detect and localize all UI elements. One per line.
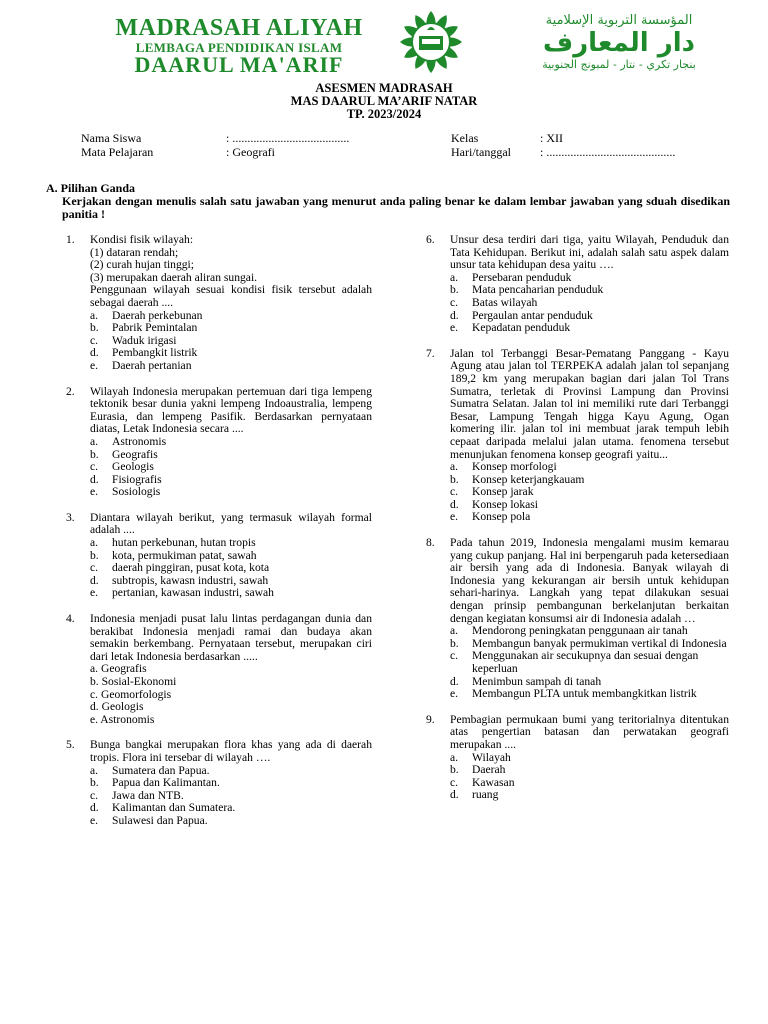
option-letter: e. <box>90 358 99 372</box>
question-number: 5. <box>66 738 75 752</box>
answer-option: a. Geografis <box>90 662 147 676</box>
option-letter: b. <box>450 636 459 650</box>
option-text: Konsep pola <box>472 510 531 524</box>
option-text: kota, permukiman patat, sawah <box>112 548 257 562</box>
option-letter: c. <box>90 788 99 802</box>
student-info-right-values <box>540 131 675 159</box>
option-letter: a. <box>90 308 99 322</box>
option-letter: c. <box>90 333 99 347</box>
option-text: Geologis <box>112 460 154 474</box>
student-info-left-values <box>226 131 349 159</box>
option-letter: b. <box>450 763 459 777</box>
option-letter: b. <box>90 447 99 461</box>
exam-title-line2: MAS DAARUL MA’ARIF NATAR <box>290 94 478 108</box>
option-letter: c. <box>450 485 459 499</box>
option-text: subtropis, kawasn industri, sawah <box>112 573 269 587</box>
nama-siswa-value: : ....................................... <box>226 131 350 145</box>
arabic-letterhead <box>484 14 754 71</box>
question-number: 8. <box>426 536 435 550</box>
answer-option <box>450 322 729 335</box>
answer-option <box>450 688 729 701</box>
option-text: Membangun PLTA untuk membangkitkan listrik <box>472 687 697 701</box>
option-letter: e. <box>450 510 459 524</box>
question-7 <box>426 348 729 524</box>
option-text: Pabrik Pemintalan <box>112 321 198 335</box>
option-text: Mata pencaharian penduduk <box>472 283 604 297</box>
answer-option <box>450 511 729 524</box>
option-text: Astronomis <box>112 434 167 448</box>
answer-option: e. Astronomis <box>90 712 155 726</box>
student-info-left <box>81 131 153 159</box>
answer-option: b. Sosial-Ekonomi <box>90 675 177 688</box>
option-letter: b. <box>90 776 99 790</box>
school-seal-icon <box>393 10 469 74</box>
option-letter: e. <box>90 485 99 499</box>
question-text: Pembagian permukaan bumi yang teritorialnya ditentukan atas pengertian batasan dan perwatakan geografi merupakan .... <box>450 712 729 751</box>
question-text: (1) dataran rendah; <box>90 245 179 259</box>
mata-pelajaran-label: Mata Pelajaran <box>81 145 154 159</box>
option-text: Kepadatan penduduk <box>472 321 571 335</box>
question-2 <box>66 386 372 499</box>
questions-right-column <box>426 234 729 815</box>
option-text: Sulawesi dan Papua. <box>112 813 208 827</box>
questions-left-column <box>66 234 372 841</box>
option-letter: a. <box>450 624 459 638</box>
answer-option <box>90 486 372 499</box>
question-text: Diantara wilayah berikut, yang termasuk wilayah formal adalah .... <box>90 510 372 537</box>
option-letter: e. <box>90 586 99 600</box>
option-text: Sumatera dan Papua. <box>112 763 210 777</box>
option-text: Membangun banyak permukiman vertikal di Indonesia <box>472 636 727 650</box>
option-text: Daerah <box>472 763 506 777</box>
question-text: Indonesia menjadi pusat lalu lintas perdagangan dunia dan berakibat Indonesia menjadi ramai dan budaya akan semakin berkembang. Pernyataan tersebut, merupakan ciri dari letak Indonesia berdasarkan ..... <box>90 612 372 663</box>
answer-option <box>90 587 372 600</box>
question-1 <box>66 234 372 373</box>
question-text: Penggunaan wilayah sesuai kondisi fisik tersebut adalah sebagai daerah .... <box>90 283 372 309</box>
question-text: Kondisi fisik wilayah: <box>90 233 194 246</box>
hari-tanggal-label: Hari/tanggal <box>451 145 511 159</box>
nama-siswa-label: Nama Siswa <box>81 131 142 145</box>
option-text: Konsep morfologi <box>472 460 557 474</box>
section-pilihan-ganda <box>46 182 730 222</box>
option-text: daerah pinggiran, pusat kota, kota <box>112 561 270 575</box>
option-letter: a. <box>450 750 459 764</box>
option-letter: b. <box>90 548 99 562</box>
question-number: 3. <box>66 510 75 524</box>
question-number: 2. <box>66 384 75 398</box>
school-name-line2: LEMBAGA PENDIDIKAN ISLAM <box>135 40 343 55</box>
option-letter: c. <box>450 649 459 663</box>
question-9 <box>426 714 729 802</box>
question-5 <box>66 739 372 827</box>
option-text: Kalimantan dan Sumatera. <box>112 801 236 815</box>
option-letter: a. <box>450 460 459 474</box>
option-text: Daerah perkebunan <box>112 308 203 322</box>
exam-title-line1: ASESMEN MADRASAH <box>315 81 453 95</box>
option-letter: d. <box>450 788 459 802</box>
option-text: Waduk irigasi <box>112 333 177 347</box>
option-text: Konsep keterjangkauam <box>472 472 585 486</box>
arabic-address: بنجار تكري - نتار - لمبونج الجنوبية <box>542 57 696 71</box>
option-letter: c. <box>90 561 99 575</box>
option-text: Daerah pertanian <box>112 358 192 372</box>
option-letter: d. <box>90 472 99 486</box>
exam-title <box>0 82 768 121</box>
arabic-foundation-name: المؤسسة التربوية الإسلامية <box>545 13 693 28</box>
exam-title-line3: TP. 2023/2024 <box>346 107 422 121</box>
option-letter: b. <box>450 283 459 297</box>
question-text: Wilayah Indonesia merupakan pertemuan dari tiga lempeng tektonik besar dunia yakni lempeng Indoaustralia, lempeng Eurasia, dan lempeng Pasifik. Berdasarkan pernyataan diatas, Letak Indonesia secara .... <box>90 384 372 436</box>
option-letter: a. <box>450 270 459 284</box>
answer-option: c. Geomorfologis <box>90 687 172 701</box>
answer-option <box>450 650 729 675</box>
hari-tanggal-value: : ........................................... <box>540 145 676 159</box>
arabic-school-name: دار المعارف <box>543 27 695 58</box>
question-number: 1. <box>66 233 75 246</box>
option-text: Pergaulan antar penduduk <box>472 308 593 322</box>
question-text: Jalan tol Terbanggi Besar-Pematang Panggang - Kayu Agung atau jalan tol TERPEKA adalah jalan tol sepanjang 189,2 km yang merupakan bagian dari jalan Tol Trans Sumatra, terletak di Provinsi Lampung dan Provinsi Sumatra Selatan. Jalan tol ini memiliki rute dari Terbanggi Besar, Lampung Tengah higga Kayu Agung, Ogan komering ilir. jalan tol ini membuat jarak tempuh lebih cepaat daripada melalui jalan utama. fenomena tersebut menunjukan fenomena konsep geografi yaitu... <box>450 346 729 461</box>
question-text: Pada tahun 2019, Indonesia mengalami musim kemarau yang cukup panjang. Hal ini berpengaruh pada ketersediaan air bersih yang ada di Indonesia. Banyak wilayah di Indonesia yang kekurangan air bersih untuk kehidupan sehari-harinya. Langkah yang tepat dilakukan sesuai dengan prinsip pembangunan berkelanjutan berkaitan dengan kegiatan konsumsi air di Indonesia adalah … <box>450 536 729 625</box>
option-text: pertanian, kawasan industri, sawah <box>112 586 274 600</box>
option-text: hutan perkebunan, hutan tropis <box>112 536 256 550</box>
option-letter: d. <box>90 573 99 587</box>
question-text: (2) curah hujan tinggi; <box>90 258 194 272</box>
option-text: Konsep jarak <box>472 485 534 499</box>
question-3 <box>66 512 372 600</box>
option-letter: b. <box>90 321 99 335</box>
question-number: 4. <box>66 612 75 626</box>
question-number: 7. <box>426 346 435 360</box>
option-text: Kawasan <box>472 775 515 789</box>
option-letter: d. <box>90 801 99 815</box>
option-text: Konsep lokasi <box>472 497 539 511</box>
question-text: Bunga bangkai merupakan flora khas yang ada di daerah tropis. Flora ini tersebar di wilayah …. <box>90 738 372 764</box>
option-letter: a. <box>90 434 99 448</box>
option-letter: d. <box>450 308 459 322</box>
option-text: Sosiologis <box>112 485 161 499</box>
question-number: 9. <box>426 712 435 726</box>
option-text: Mendorong peningkatan penggunaan air tanah <box>472 624 688 638</box>
section-heading: A. Pilihan Ganda <box>46 181 136 195</box>
section-instruction: Kerjakan dengan menulis salah satu jawaban yang menurut anda paling benar ke dalam lembar jawaban yang sduah disedikan panitia ! <box>62 194 730 222</box>
option-letter: e. <box>450 321 459 335</box>
option-letter: a. <box>90 536 99 550</box>
kelas-label: Kelas <box>451 131 479 145</box>
option-letter: d. <box>450 674 459 688</box>
option-letter: e. <box>450 687 459 701</box>
option-letter: c. <box>90 460 99 474</box>
option-text: Menggunakan air secukupnya dan sesuai dengan keperluan <box>472 649 699 675</box>
answer-option <box>450 789 729 802</box>
option-text: Pembangkit listrik <box>112 346 198 360</box>
option-letter: a. <box>90 763 99 777</box>
answer-option <box>90 815 372 828</box>
option-letter: d. <box>90 346 99 360</box>
option-text: Persebaran penduduk <box>472 270 572 284</box>
answer-option <box>90 360 372 373</box>
option-text: Jawa dan NTB. <box>112 788 184 802</box>
question-8 <box>426 537 729 701</box>
option-text: ruang <box>472 788 499 802</box>
option-letter: b. <box>450 472 459 486</box>
option-text: Papua dan Kalimantan. <box>112 776 220 790</box>
question-4 <box>66 613 372 726</box>
school-name-line3: DAARUL MA'ARIF <box>134 52 344 77</box>
answer-option: d. Geologis <box>90 700 144 714</box>
option-text: Wilayah <box>472 750 511 764</box>
question-text: (3) merupakan daerah aliran sungai. <box>90 270 258 284</box>
student-info-right <box>451 131 511 159</box>
question-number: 6. <box>426 233 435 246</box>
kelas-value: : XII <box>540 131 563 145</box>
question-text: Unsur desa terdiri dari tiga, yaitu Wilayah, Penduduk dan Tata Kehidupan. Berikut ini, adalah salah satu aspek dalam unsur tata kehidupan desa yaitu …. <box>450 233 729 272</box>
mata-pelajaran-value: : Geografi <box>226 145 275 159</box>
option-letter: e. <box>90 813 99 827</box>
question-6 <box>426 234 729 335</box>
option-text: Batas wilayah <box>472 295 538 309</box>
option-letter: c. <box>450 775 459 789</box>
school-name-line1: MADRASAH ALIYAH <box>115 15 363 41</box>
letterhead <box>0 12 768 77</box>
option-text: Menimbun sampah di tanah <box>472 674 602 688</box>
school-name-block <box>108 16 370 76</box>
option-text: Fisiografis <box>112 472 162 486</box>
option-text: Geografis <box>112 447 158 461</box>
option-letter: c. <box>450 295 459 309</box>
option-letter: d. <box>450 497 459 511</box>
